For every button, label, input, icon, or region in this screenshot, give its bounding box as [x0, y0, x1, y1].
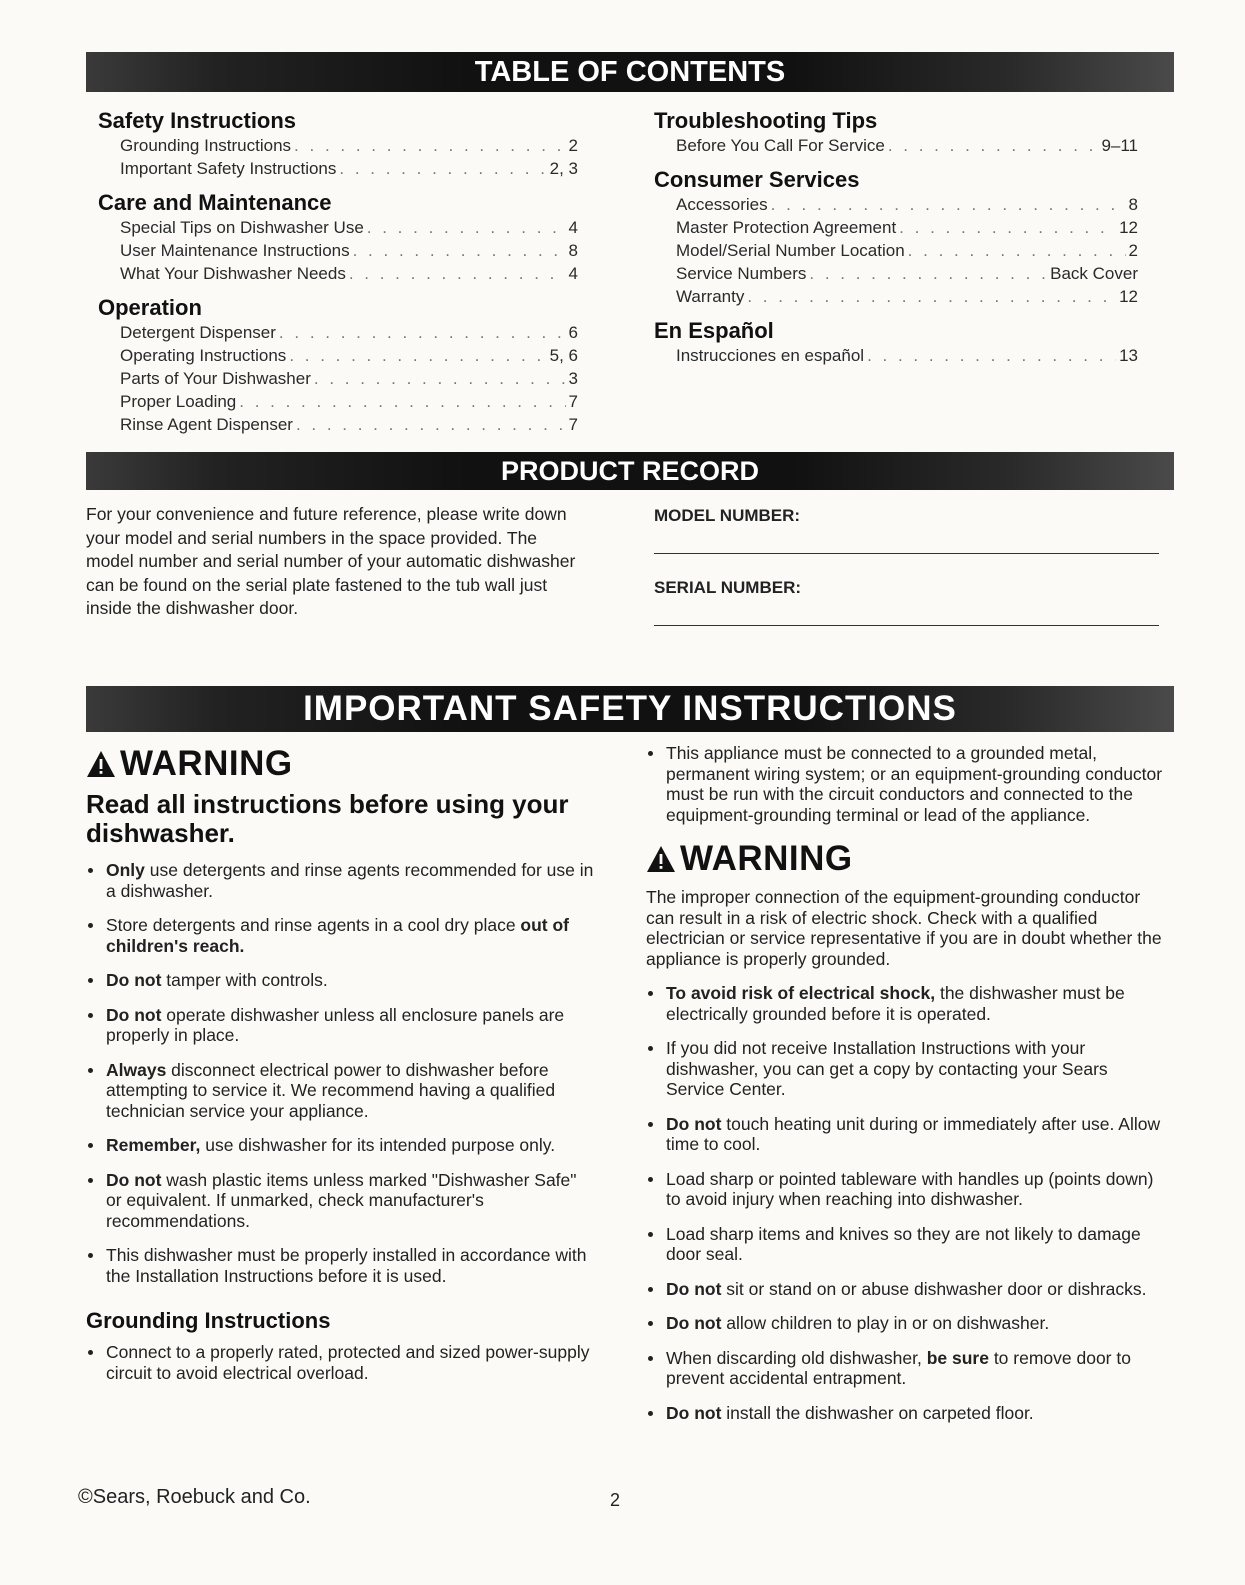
warning-label: WARNING: [120, 744, 293, 783]
toc-entry: [120, 134, 578, 157]
product-record-banner: [86, 452, 1174, 490]
list-item: [646, 1279, 1166, 1300]
toc-leader-dots: [289, 344, 546, 367]
toc-entry-page: 12: [1119, 218, 1138, 237]
list-item: [86, 970, 596, 991]
toc-entry-page: 8: [1128, 195, 1138, 214]
toc-entry-page: 7: [568, 392, 578, 411]
bullet-emphasis: Remember,: [106, 1135, 201, 1155]
toc-leader-dots: [771, 193, 1126, 216]
toc-entry: [120, 239, 578, 262]
model-number-label: MODEL NUMBER:: [654, 506, 801, 525]
toc-entry-label: Proper Loading: [120, 392, 237, 411]
toc-entry-page: 4: [568, 218, 578, 237]
toc-entry: [120, 413, 578, 436]
warning-heading-2: [646, 839, 1166, 879]
bullet-emphasis: Do not: [666, 1402, 722, 1423]
toc-entry: [120, 344, 578, 367]
toc-entry: [120, 367, 578, 390]
bullet-emphasis: Only: [106, 860, 145, 880]
warning-label-2: WARNING: [680, 839, 853, 878]
toc-entry-page: 12: [1119, 287, 1138, 306]
toc-leader-dots: [279, 321, 566, 344]
bullet-emphasis: Do not: [666, 1113, 722, 1134]
toc-entry-label: Special Tips on Dishwasher Use: [120, 218, 364, 237]
bullet-emphasis: Do not: [106, 1004, 162, 1025]
toc-leader-dots: [353, 239, 566, 262]
bullet-text: install the dishwasher on carpeted floor.: [721, 1402, 1034, 1423]
toc-entry: [120, 390, 578, 413]
bullet-text: tamper with controls.: [161, 970, 328, 990]
toc-entry-page: 5, 6: [549, 346, 578, 365]
list-item: [86, 1005, 596, 1046]
toc-entry-label: Service Numbers: [676, 264, 807, 283]
list-item: [646, 1169, 1166, 1210]
copyright: ©Sears, Roebuck and Co.: [78, 1486, 311, 1508]
list-item: [646, 1313, 1166, 1334]
toc-section-title: Care and Maintenance: [98, 190, 332, 215]
list-item: [86, 1245, 596, 1286]
bullet-emphasis: Do not: [666, 1313, 722, 1333]
toc-leader-dots: [899, 216, 1116, 239]
toc-entry-label: Parts of Your Dishwasher: [120, 369, 311, 388]
toc-entry-page: Back Cover: [1050, 264, 1138, 283]
toc-left-column: [98, 108, 578, 446]
toc-section-title: Operation: [98, 295, 202, 320]
toc-section: [98, 108, 578, 180]
list-item: [646, 1114, 1166, 1155]
toc-leader-dots: [239, 390, 565, 413]
toc-leader-dots: [867, 344, 1116, 367]
toc-entry-label: Important Safety Instructions: [120, 159, 337, 178]
bullet-emphasis: Do not: [106, 970, 162, 990]
toc-leader-dots: [747, 285, 1116, 308]
model-number-line: [654, 553, 1159, 554]
toc-entry-page: 6: [568, 323, 578, 342]
serial-number-line: [654, 625, 1159, 626]
toc-entry-page: 7: [568, 415, 578, 434]
bullet-emphasis: Do not: [666, 1278, 722, 1299]
bullet-text: use dishwasher for its intended purpose only.: [200, 1135, 556, 1155]
toc-entry-page: 8: [568, 241, 578, 260]
bullet-text: If you did not receive Installation Instructions with your dishwasher, you can get a copy by contacting your Sears Service Center.: [666, 1038, 1108, 1099]
toc-entry-label: Grounding Instructions: [120, 136, 292, 155]
warning-triangle-icon: [86, 749, 116, 779]
toc-leader-dots: [296, 413, 566, 436]
toc-right-column: [654, 108, 1138, 377]
bullet-text: Load sharp items and knives so they are not likely to damage door seal.: [666, 1223, 1141, 1264]
toc-entry: [676, 344, 1138, 367]
list-item: [86, 915, 596, 956]
toc-section: [98, 295, 578, 436]
safety-bullet-list-right: [646, 983, 1166, 1423]
toc-entry-label: What Your Dishwasher Needs: [120, 264, 346, 283]
list-item: This appliance must be connected to a grounded metal, permanent wiring system; or an equipment-grounding conductor must be run with the circuit conductors and connected to the equipment-grounding terminal or lead of the appliance.: [646, 743, 1166, 825]
grounding-bullet-list-continued: [646, 743, 1166, 825]
toc-leader-dots: [367, 216, 566, 239]
list-item: [86, 1060, 596, 1122]
toc-entry-page: 2, 3: [549, 159, 578, 178]
toc-entry-label: Model/Serial Number Location: [676, 241, 905, 260]
bullet-emphasis: be sure: [926, 1347, 989, 1368]
toc-section: [98, 190, 578, 285]
product-record-heading: PRODUCT RECORD: [500, 456, 759, 486]
bullet-emphasis: Do not: [106, 1169, 162, 1190]
bullet-emphasis: out of children's reach.: [106, 915, 570, 956]
toc-entry: [676, 216, 1138, 239]
toc-entry-page: 4: [568, 264, 578, 283]
bullet-emphasis: Always: [106, 1059, 167, 1080]
toc-leader-dots: [908, 239, 1126, 262]
bullet-text: to remove door to prevent accidental entrapment.: [666, 1347, 1131, 1388]
safety-bullet-list: [86, 860, 596, 1286]
grounding-warning-text: The improper connection of the equipment-grounding conductor can result in a risk of electric shock. Check with a qualified electrician or service representative if you are in doubt whether the appliance is properly grounded.: [646, 887, 1162, 969]
toc-entry-label: Accessories: [676, 195, 768, 214]
bullet-text: allow children to play in or on dishwasher.: [721, 1313, 1050, 1333]
read-all-heading: Read all instructions before using your dishwasher.: [86, 789, 569, 848]
grounding-heading: Grounding Instructions: [86, 1308, 331, 1333]
toc-section-title: Consumer Services: [654, 167, 860, 192]
list-item: [646, 1224, 1166, 1265]
toc-entry-label: Detergent Dispenser: [120, 323, 276, 342]
toc-section: [654, 108, 1138, 157]
bullet-text: Load sharp or pointed tableware with handles up (points down) to avoid injury when reaching into dishwasher.: [666, 1168, 1154, 1209]
toc-entry: [120, 321, 578, 344]
toc-entry: [676, 285, 1138, 308]
bullet-text: the dishwasher must be electrically grounded before it is operated.: [666, 983, 1125, 1024]
toc-leader-dots: [339, 157, 546, 180]
list-item: [86, 1170, 596, 1232]
toc-entry-page: 9–11: [1101, 136, 1138, 155]
toc-section: [654, 167, 1138, 308]
safety-heading: IMPORTANT SAFETY INSTRUCTIONS: [303, 689, 957, 728]
toc-entry: [676, 193, 1138, 216]
bullet-text: Store detergents and rinse agents in a cool dry place: [106, 915, 521, 935]
toc-entry-page: 2: [1128, 241, 1138, 260]
toc-entry-label: Operating Instructions: [120, 346, 287, 365]
list-item: [86, 1342, 596, 1383]
toc-section-title: En Español: [654, 318, 774, 343]
toc-leader-dots: [809, 262, 1047, 285]
bullet-text: sit or stand on or abuse dishwasher door or dishracks.: [721, 1278, 1147, 1299]
list-item: [646, 1348, 1166, 1389]
toc-entry-page: 13: [1119, 346, 1138, 365]
toc-heading: TABLE OF CONTENTS: [474, 56, 786, 88]
product-record-text: For your convenience and future reference, please write down your model and serial numbers in the space provided. The model number and serial number of your automatic dishwasher can be found on the serial plate fastened to the tub wall just inside the dishwasher door.: [86, 504, 576, 618]
toc-banner: [86, 52, 1174, 92]
toc-entry: [120, 262, 578, 285]
grounding-bullet-list: [86, 1342, 596, 1383]
toc-section: [654, 318, 1138, 367]
safety-right-column: [646, 743, 1166, 1437]
toc-section-title: Safety Instructions: [98, 108, 297, 133]
list-item: [646, 1038, 1166, 1100]
toc-leader-dots: [888, 134, 1099, 157]
toc-entry-label: Warranty: [676, 287, 745, 306]
bullet-text: disconnect electrical power to dishwasher before attempting to service it. We recommend having a qualified technician service your appliance.: [106, 1059, 556, 1121]
toc-entry: [676, 239, 1138, 262]
list-item: [646, 1403, 1166, 1424]
bullet-text: This dishwasher must be properly installed in accordance with the Installation Instructions before it is used.: [106, 1245, 587, 1286]
toc-entry-label: Rinse Agent Dispenser: [120, 415, 293, 434]
toc-entry-page: 3: [568, 369, 578, 388]
warning-triangle-icon: [646, 844, 676, 874]
serial-number-label: SERIAL NUMBER:: [654, 578, 802, 597]
bullet-text: use detergents and rinse agents recommended for use in a dishwasher.: [106, 860, 594, 901]
list-item: [646, 983, 1166, 1024]
toc-entry: [120, 157, 578, 180]
safety-banner: [86, 686, 1174, 732]
toc-leader-dots: [294, 134, 565, 157]
bullet-text: touch heating unit during or immediately after use. Allow time to cool.: [666, 1113, 1161, 1154]
toc-entry-label: Master Protection Agreement: [676, 218, 897, 237]
bullet-text: operate dishwasher unless all enclosure panels are properly in place.: [106, 1004, 565, 1045]
toc-entry: [676, 134, 1138, 157]
toc-section-title: Troubleshooting Tips: [654, 108, 878, 133]
toc-entry-page: 2: [568, 136, 578, 155]
page-number: 2: [610, 1490, 621, 1510]
warning-heading: [86, 744, 293, 784]
bullet-text: Connect to a properly rated, protected and sized power-supply circuit to avoid electrical overload.: [106, 1342, 590, 1383]
list-item: [86, 860, 596, 901]
toc-entry-label: User Maintenance Instructions: [120, 241, 350, 260]
toc-entry: [120, 216, 578, 239]
toc-entry-label: Instrucciones en español: [676, 346, 865, 365]
toc-leader-dots: [314, 367, 566, 390]
bullet-emphasis: To avoid risk of electrical shock,: [666, 983, 936, 1003]
toc-entry: [676, 262, 1138, 285]
bullet-text: wash plastic items unless marked "Dishwasher Safe" or equivalent. If unmarked, check manufacturer's recommendations.: [106, 1169, 577, 1231]
list-item: [86, 1135, 596, 1156]
toc-leader-dots: [349, 262, 566, 285]
safety-left-column: [86, 790, 596, 1397]
toc-entry-label: Before You Call For Service: [676, 136, 885, 155]
bullet-text: When discarding old dishwasher,: [666, 1347, 927, 1368]
